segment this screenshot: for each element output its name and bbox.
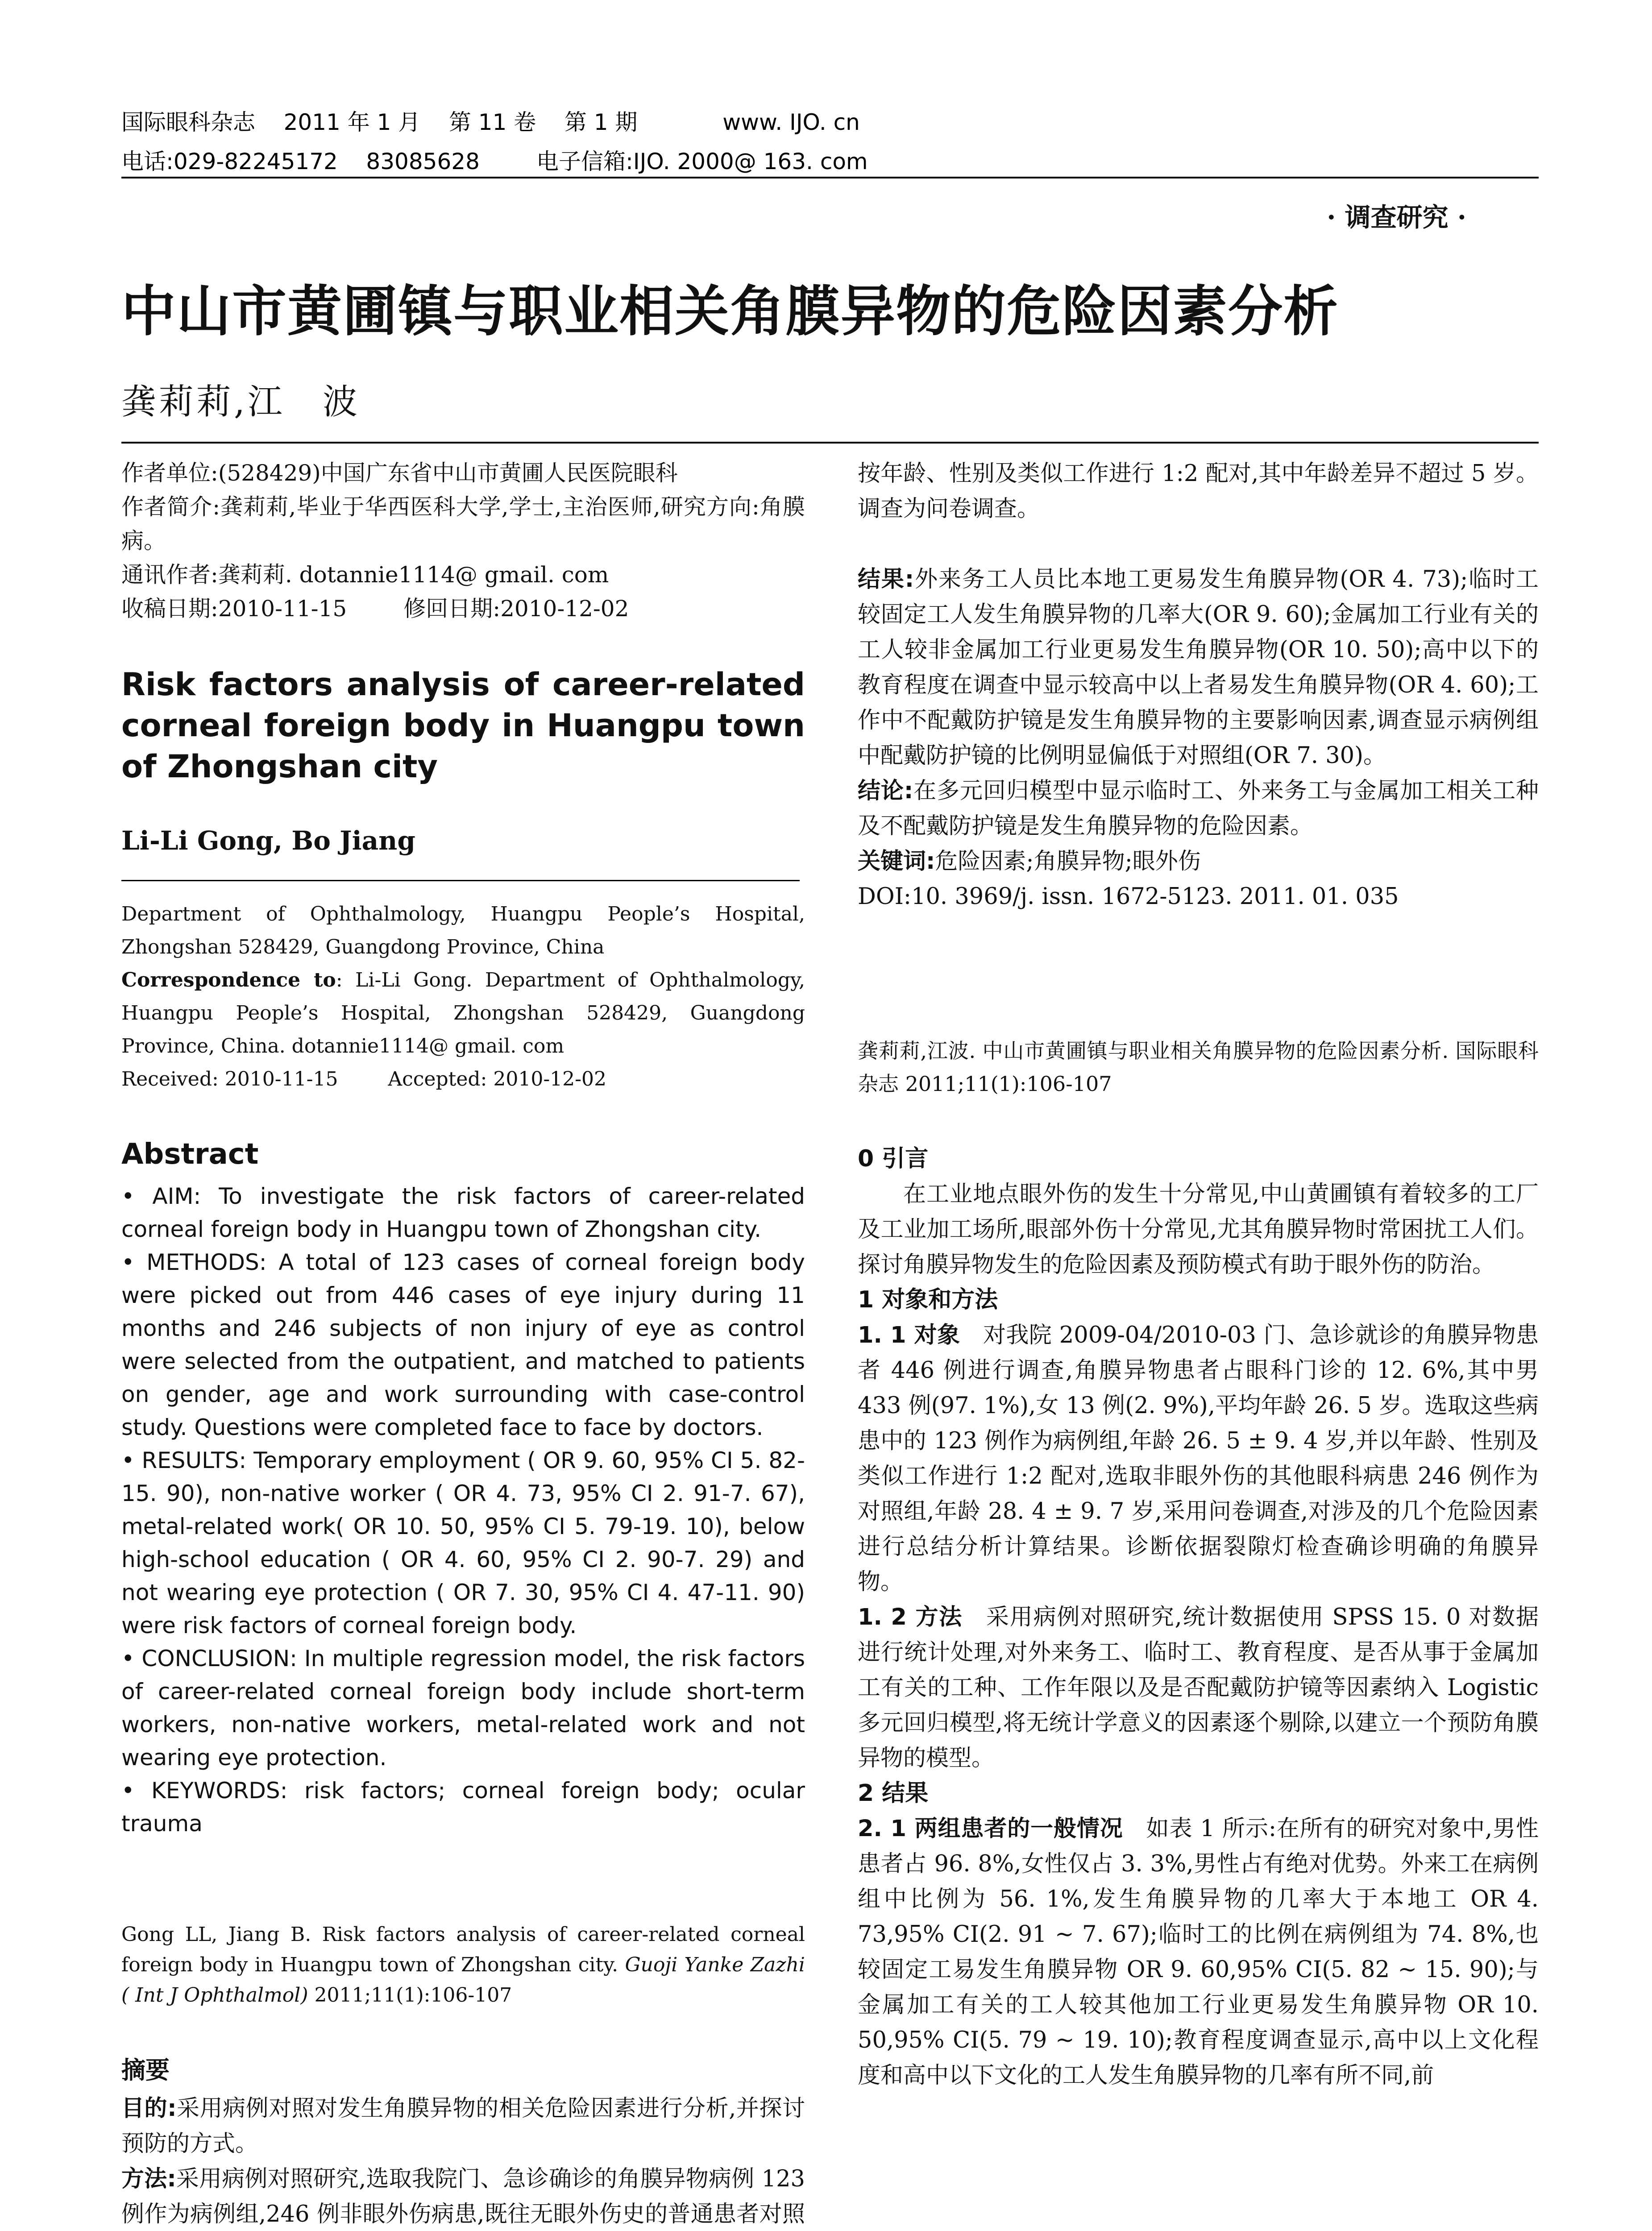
chinese-abstract-right bbox=[858, 456, 1539, 914]
subjects-text: 对我院 2009-04/2010-03 门、急诊就诊的角膜异物患者 446 例进行调查,角膜异物患者占眼科门诊的 12. 6%,其中男 433 例(97. 1%),女 13 例(2. 9%),平均年龄 26. 5 岁。选取这些病患中的 123 例作为病例组,年龄 26. 5 ± 9. 4 岁,并以年龄、性别及类似工作进行 1:2 配对,选取非眼外伤的其他眼科病患 246 例作为对照组,年龄 28. 4 ± 9. 7 岁,采用问卷调查,对涉及的几个危险因素进行总结分析计算结果。诊断依据裂隙灯检查确诊明确的角膜异物。 bbox=[858, 1322, 1539, 1595]
cn-keywords-text: 危险因素;角膜异物;眼外伤 bbox=[935, 848, 1201, 875]
abstract-heading: Abstract bbox=[121, 1138, 259, 1171]
cn-aim bbox=[121, 2091, 805, 2161]
chinese-citation: 龚莉莉,江波. 中山市黄圃镇与职业相关角膜异物的危险因素分析. 国际眼科杂志 2011;11(1):106-107 bbox=[858, 1039, 1539, 1096]
article-body bbox=[858, 1141, 1539, 2093]
article-category: · 调查研究 · bbox=[1327, 202, 1466, 232]
author-bio: 作者简介:龚莉莉,毕业于华西医科大学,学士,主治医师,研究方向:角膜病。 bbox=[121, 494, 805, 554]
citation-journal: Guoji Yanke Zazhi ( Int J Ophthalmol) bbox=[121, 1953, 805, 2007]
citation-pre: Gong LL, Jiang B. Risk factors analysis of career-related corneal foreign body in Huangpu town of Zhongshan city. bbox=[121, 1923, 805, 1976]
author-unit: 作者单位:(528429)中国广东省中山市黄圃人民医院眼科 bbox=[121, 460, 678, 486]
methods-paragraph bbox=[858, 1600, 1539, 1776]
correspondence-text: : Li-Li Gong. Department of Ophthalmology, Huangpu People’s Hospital, Zhongshan 528429, Guangdong Province, China. dotannie1114@ gmail. com bbox=[121, 969, 805, 1057]
cn-conclusion bbox=[858, 773, 1539, 844]
subjects-paragraph bbox=[858, 1318, 1539, 1600]
english-received: Received: 2010-11-15 Accepted: 2010-12-02 bbox=[121, 1068, 607, 1091]
english-title: Risk factors analysis of career-related corneal foreign body in Huangpu town of Zhongshan city bbox=[121, 666, 805, 785]
received-dates: 收稿日期:2010-11-15 修回日期:2010-12-02 bbox=[121, 596, 629, 622]
english-citation bbox=[121, 1920, 805, 2011]
cn-methods-label: 方法: bbox=[121, 2166, 176, 2192]
cn-keywords bbox=[858, 844, 1539, 879]
abstract-keywords: • KEYWORDS: risk factors; corneal foreign body; ocular trauma bbox=[121, 1778, 805, 1837]
cn-aim-label: 目的: bbox=[121, 2095, 177, 2122]
english-authors-rule bbox=[121, 880, 800, 881]
abstract-aim: • AIM: To investigate the risk factors of career-related corneal foreign body in Huangpu town of Zhongshan city. bbox=[121, 1183, 805, 1242]
general-condition-label: 2. 1 两组患者的一般情况 bbox=[858, 1816, 1123, 1842]
header-rule bbox=[121, 177, 1539, 178]
chinese-abstract-heading: 摘要 bbox=[121, 2056, 170, 2084]
english-authors: Li-Li Gong, Bo Jiang bbox=[121, 825, 415, 856]
cn-conclusion-label: 结论: bbox=[858, 778, 913, 804]
abstract-methods: • METHODS: A total of 123 cases of corneal foreign body were picked out from 446 cases of eye injury during 11 months and 246 subjects of non injury of eye as control were selected from the outpatient, and matched to patients on gender, age and work surrounding with case-control study. Questions were completed face to face by doctors. bbox=[121, 1249, 805, 1440]
methods-label: 1. 2 方法 bbox=[858, 1604, 963, 1630]
journal-header-line1: 国际眼科杂志 2011 年 1 月 第 11 卷 第 1 期 www. IJO. cn bbox=[121, 109, 860, 135]
chinese-abstract-left bbox=[121, 2091, 805, 2231]
methods-text: 采用病例对照研究,统计数据使用 SPSS 15. 0 对数据进行统计处理,对外来务工、临时工、教育程度、是否从事于金属加工有关的工种、工作年限以及是否配戴防护镜等因素纳入 Logistic 多元回归模型,将无统计学意义的因素逐个剔除,以建立一个预防角膜异物的模型。 bbox=[858, 1604, 1539, 1771]
affiliation-block bbox=[121, 898, 805, 1096]
subjects-label: 1. 1 对象 bbox=[858, 1322, 960, 1348]
author-info bbox=[121, 456, 805, 626]
english-correspondence bbox=[121, 964, 805, 1063]
article-title: 中山市黄圃镇与职业相关角膜异物的危险因素分析 bbox=[121, 280, 1339, 343]
abstract-results: • RESULTS: Temporary employment ( OR 9. 60, 95% CI 5. 82-15. 90), non-native worker ( OR 4. 73, 95% CI 2. 91-7. 67), metal-related work( OR 10. 50, 95% CI 5. 79-19. 10), below high-school education ( OR 4. 60, 95% CI 2. 90-7. 29) and not wearing eye protection ( OR 7. 30, 95% CI 4. 47-11. 90) were risk factors of corneal foreign body. bbox=[121, 1447, 805, 1638]
english-abstract bbox=[121, 1180, 805, 1840]
cn-methods-continued bbox=[858, 456, 1539, 562]
cn-methods-text-continued: 按年龄、性别及类似工作进行 1:2 配对,其中年龄差异不超过 5 岁。调查为问卷调查。 bbox=[858, 460, 1539, 522]
general-condition-text: 如表 1 所示:在所有的研究对象中,男性患者占 96. 8%,女性仅占 3. 3%,男性占有绝对优势。外来工在病例组中比例为 56. 1%,发生角膜异物的几率大于本地工 OR 4. 73,95% CI(2. 91 ~ 7. 67);临时工的比例在病例组为 74. 8%,也较固定工易发生角膜异物 OR 9. 60,95% CI(5. 82 ~ 15. 90);与金属加工有关的工人较其他加工行业更易发生角膜异物 OR 10. 50,95% CI(5. 79 ~ 19. 10);教育程度调查显示,高中以上文化程度和高中以下文化的工人发生角膜异物的几率有所不同,前 bbox=[858, 1816, 1539, 2089]
cn-methods bbox=[121, 2161, 805, 2231]
introduction-paragraph: 在工业地点眼外伤的发生十分常见,中山黄圃镇有着较多的工厂及工业加工场所,眼部外伤十分常见,尤其角膜异物时常困扰工人们。探讨角膜异物发生的危险因素及预防模式有助于眼外伤的防治。 bbox=[858, 1181, 1539, 1278]
section-introduction-heading: 0 引言 bbox=[858, 1145, 929, 1172]
cn-keywords-label: 关键词: bbox=[858, 848, 935, 875]
correspondence-label: Correspondence to bbox=[121, 969, 336, 991]
english-department: Department of Ophthalmology, Huangpu People’s Hospital, Zhongshan 528429, Guangdong Province, China bbox=[121, 903, 805, 958]
title-rule bbox=[121, 442, 1539, 444]
cn-conclusion-text: 在多元回归模型中显示临时工、外来务工与金属加工相关工种及不配戴防护镜是发生角膜异物的危险因素。 bbox=[858, 778, 1539, 839]
authors-cn: 龚莉莉,江 波 bbox=[121, 382, 360, 422]
section-results-heading: 2 结果 bbox=[858, 1780, 929, 1807]
results-paragraph bbox=[858, 1811, 1539, 2093]
citation-post: 2011;11(1):106-107 bbox=[308, 1984, 512, 2007]
journal-header-line2: 电话:029-82245172 83085628 电子信箱:IJO. 2000@ 163. com bbox=[121, 149, 868, 174]
section-methods-heading: 1 对象和方法 bbox=[858, 1286, 998, 1313]
cn-results-label: 结果: bbox=[858, 566, 914, 593]
cn-aim-text: 采用病例对照对发生角膜异物的相关危险因素进行分析,并探讨预防的方式。 bbox=[121, 2095, 805, 2157]
cn-doi: DOI:10. 3969/j. issn. 1672-5123. 2011. 01. 035 bbox=[858, 883, 1399, 910]
cn-methods-text: 采用病例对照研究,选取我院门、急诊确诊的角膜异物病例 123 例作为病例组,246 例非眼外伤病患,既往无眼外伤史的普通患者对照 bbox=[121, 2166, 805, 2227]
cn-results bbox=[858, 562, 1539, 773]
cn-results-text: 外来务工人员比本地工更易发生角膜异物(OR 4. 73);临时工较固定工人发生角膜异物的几率大(OR 9. 60);金属加工行业有关的工人较非金属加工行业更易发生角膜异物(OR 10. 50);高中以下的教育程度在调查中显示较高中以上者易发生角膜异物(OR 4. 60);工作中不配戴防护镜是发生角膜异物的主要影响因素,调查显示病例组中配戴防护镜的比例明显偏低于对照组(OR 7. 30)。 bbox=[858, 566, 1539, 769]
abstract-conclusion: • CONCLUSION: In multiple regression model, the risk factors of career-related corneal foreign body include short-term workers, non-native workers, metal-related work and not wearing eye protection. bbox=[121, 1646, 805, 1771]
corresponding-author: 通讯作者:龚莉莉. dotannie1114@ gmail. com bbox=[121, 562, 609, 588]
